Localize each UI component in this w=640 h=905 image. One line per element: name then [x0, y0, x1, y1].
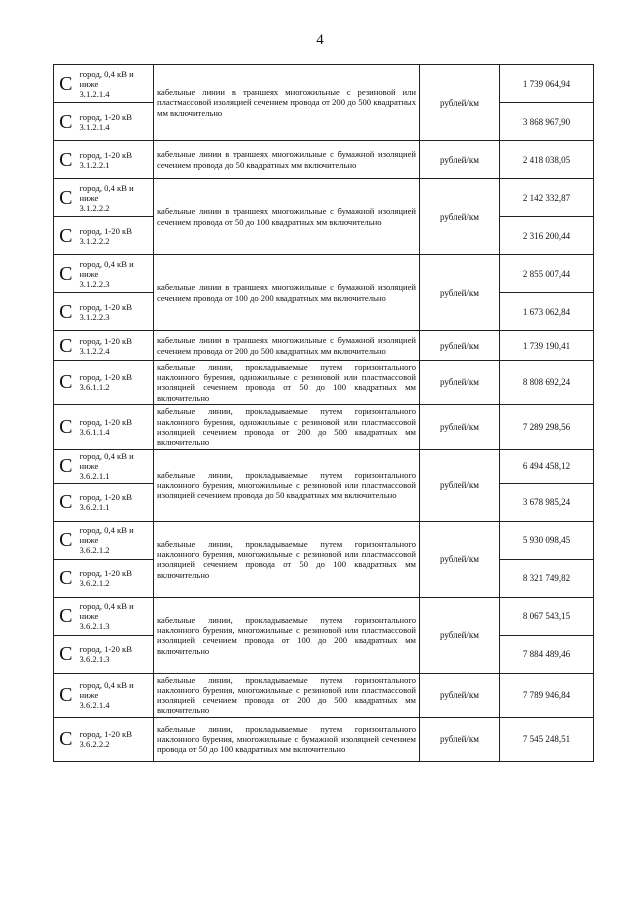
- code-line: 3.6.2.1.3: [79, 654, 110, 665]
- code-line: 3.1.2.2.3: [79, 311, 110, 322]
- table-row: [54, 449, 594, 483]
- code-line: ниже: [79, 78, 99, 89]
- row-unit: рублей/км: [420, 361, 500, 405]
- row-symbol: С: [54, 559, 78, 597]
- row-description: кабельные линии в траншеях многожильные с бумажной изоляцией сечением провода от 100 до 200 квадратных мм включительно: [154, 255, 420, 331]
- code-line: город, 1-20 кВ: [79, 111, 132, 122]
- row-symbol: С: [54, 673, 78, 717]
- row-symbol: С: [54, 635, 78, 673]
- row-unit: рублей/км: [420, 673, 500, 717]
- row-code: [78, 717, 154, 761]
- row-description: кабельные линии в траншеях многожильные с бумажной изоляцией сечением провода до 50 квадратных мм включительно: [154, 141, 420, 179]
- row-symbol: С: [54, 404, 78, 449]
- row-value: 2 142 332,87: [500, 179, 594, 217]
- code-line: 3.1.2.2.3: [79, 278, 110, 289]
- row-value: 1 739 190,41: [500, 331, 594, 361]
- code-line: город, 0,4 кВ и: [79, 258, 134, 269]
- code-line: 3.1.2.2.2: [79, 235, 110, 246]
- row-symbol: С: [54, 597, 78, 635]
- code-line: 3.6.2.1.1: [79, 502, 110, 513]
- row-unit: рублей/км: [420, 141, 500, 179]
- row-code: [78, 559, 154, 597]
- row-symbol: С: [54, 141, 78, 179]
- code-line: ниже: [79, 611, 99, 622]
- row-symbol: С: [54, 179, 78, 217]
- row-value: 7 545 248,51: [500, 717, 594, 761]
- row-unit: рублей/км: [420, 255, 500, 331]
- table-row: [54, 331, 594, 361]
- row-value: 2 316 200,44: [500, 217, 594, 255]
- row-symbol: С: [54, 65, 78, 103]
- row-value: 7 789 946,84: [500, 673, 594, 717]
- code-line: город, 1-20 кВ: [79, 568, 132, 579]
- code-line: город, 0,4 кВ и: [79, 680, 134, 691]
- row-code: [78, 217, 154, 255]
- code-line: город, 1-20 кВ: [79, 149, 132, 160]
- code-line: ниже: [79, 192, 99, 203]
- row-description: кабельные линии, прокладываемые путем горизонтального наклонного бурения, многожильные с бумажной изоляцией сечением провода от 50 до 100 квадратных мм включительно: [154, 717, 420, 761]
- table-row: [54, 597, 594, 635]
- row-code: [78, 65, 154, 103]
- row-value: 8 321 749,82: [500, 559, 594, 597]
- row-unit: рублей/км: [420, 65, 500, 141]
- row-code: [78, 141, 154, 179]
- row-description: кабельные линии, прокладываемые путем горизонтального наклонного бурения, многожильные с резиновой или пластмассовой изоляцией сечением провода от 50 до 100 квадратных мм включительно: [154, 521, 420, 597]
- table-row: [54, 141, 594, 179]
- code-line: 3.1.2.1.4: [79, 121, 110, 132]
- table-row: [54, 404, 594, 449]
- row-symbol: С: [54, 361, 78, 405]
- code-line: ниже: [79, 268, 99, 279]
- row-value: 2 855 007,44: [500, 255, 594, 293]
- code-line: город, 1-20 кВ: [79, 335, 132, 346]
- code-line: город, 0,4 кВ и: [79, 525, 134, 536]
- code-line: город, 1-20 кВ: [79, 729, 132, 740]
- row-description: кабельные линии в траншеях многожильные с бумажной изоляцией сечением провода от 50 до 100 квадратных мм включительно: [154, 179, 420, 255]
- code-line: 3.6.2.2.2: [79, 739, 110, 750]
- row-symbol: С: [54, 217, 78, 255]
- code-line: город, 0,4 кВ и: [79, 182, 134, 193]
- row-value: 7 884 489,46: [500, 635, 594, 673]
- row-unit: рублей/км: [420, 597, 500, 673]
- row-unit: рублей/км: [420, 179, 500, 255]
- row-code: [78, 179, 154, 217]
- code-line: город, 1-20 кВ: [79, 372, 132, 383]
- row-description: кабельные линии, прокладываемые путем горизонтального наклонного бурения, одножильные с резиновой или пластмассовой изоляцией сечением провода от 50 до 100 квадратных мм включительно: [154, 361, 420, 405]
- row-description: кабельные линии, прокладываемые путем горизонтального наклонного бурения, многожильные с резиновой или пластмассовой изоляцией сечением провода от 200 до 500 квадратных мм включительно: [154, 673, 420, 717]
- code-line: ниже: [79, 461, 99, 472]
- row-symbol: С: [54, 293, 78, 331]
- row-code: [78, 103, 154, 141]
- code-line: город, 1-20 кВ: [79, 416, 132, 427]
- row-code: [78, 361, 154, 405]
- code-line: ниже: [79, 690, 99, 701]
- row-description: кабельные линии, прокладываемые путем горизонтального наклонного бурения, многожильные с резиновой или пластмассовой изоляцией сечением провода до 50 квадратных мм включительно: [154, 449, 420, 521]
- row-value: 8 808 692,24: [500, 361, 594, 405]
- code-line: 3.6.2.1.2: [79, 578, 110, 589]
- code-line: город, 1-20 кВ: [79, 225, 132, 236]
- code-line: 3.1.2.2.2: [79, 202, 110, 213]
- row-value: 1 739 064,94: [500, 65, 594, 103]
- code-line: 3.1.2.2.1: [79, 159, 110, 170]
- row-unit: рублей/км: [420, 331, 500, 361]
- row-symbol: С: [54, 449, 78, 483]
- row-description: кабельные линии, прокладываемые путем горизонтального наклонного бурения, многожильные с резиновой или пластмассовой изоляцией сечением провода от 100 до 200 квадратных мм включительно: [154, 597, 420, 673]
- row-symbol: С: [54, 103, 78, 141]
- row-value: 3 868 967,90: [500, 103, 594, 141]
- table-row: [54, 255, 594, 293]
- row-code: [78, 255, 154, 293]
- code-line: город, 1-20 кВ: [79, 644, 132, 655]
- row-unit: рублей/км: [420, 449, 500, 521]
- row-value: 1 673 062,84: [500, 293, 594, 331]
- row-code: [78, 483, 154, 521]
- row-symbol: С: [54, 331, 78, 361]
- code-line: город, 1-20 кВ: [79, 301, 132, 312]
- row-unit: рублей/км: [420, 717, 500, 761]
- code-line: 3.1.2.1.4: [79, 88, 110, 99]
- row-code: [78, 404, 154, 449]
- row-code: [78, 331, 154, 361]
- row-value: 7 289 298,56: [500, 404, 594, 449]
- table-row: [54, 179, 594, 217]
- row-value: 8 067 543,15: [500, 597, 594, 635]
- code-line: 3.6.1.1.4: [79, 426, 110, 437]
- table-row: [54, 717, 594, 761]
- row-code: [78, 293, 154, 331]
- row-symbol: С: [54, 717, 78, 761]
- row-value: 5 930 098,45: [500, 521, 594, 559]
- row-value: 3 678 985,24: [500, 483, 594, 521]
- row-code: [78, 449, 154, 483]
- page-number: 4: [316, 32, 324, 48]
- code-line: 3.1.2.2.4: [79, 345, 110, 356]
- row-description: кабельные линии в траншеях многожильные с бумажной изоляцией сечением провода от 200 до 500 квадратных мм включительно: [154, 331, 420, 361]
- code-line: 3.6.2.1.3: [79, 621, 110, 632]
- table-row: [54, 673, 594, 717]
- code-line: город, 1-20 кВ: [79, 492, 132, 503]
- code-line: 3.6.1.1.2: [79, 382, 110, 393]
- row-code: [78, 635, 154, 673]
- row-description: кабельные линии в траншеях многожильные с резиновой или пластмассовой изоляцией сечением провода от 200 до 500 квадратных мм включительно: [154, 65, 420, 141]
- code-line: город, 0,4 кВ и: [79, 68, 134, 79]
- table-row: [54, 65, 594, 103]
- row-unit: рублей/км: [420, 404, 500, 449]
- code-line: 3.6.2.1.1: [79, 471, 110, 482]
- table-row: [54, 521, 594, 559]
- row-code: [78, 521, 154, 559]
- rates-table-body: [54, 65, 594, 762]
- row-value: 6 494 458,12: [500, 449, 594, 483]
- code-line: город, 0,4 кВ и: [79, 601, 134, 612]
- rates-table: [53, 64, 594, 762]
- row-unit: рублей/км: [420, 521, 500, 597]
- row-code: [78, 597, 154, 635]
- row-description: кабельные линии, прокладываемые путем горизонтального наклонного бурения, одножильные с резиновой или пластмассовой изоляцией сечением провода от 200 до 500 квадратных мм включительно: [154, 404, 420, 449]
- code-line: 3.6.2.1.2: [79, 545, 110, 556]
- row-symbol: С: [54, 255, 78, 293]
- code-line: ниже: [79, 535, 99, 546]
- row-symbol: С: [54, 483, 78, 521]
- row-code: [78, 673, 154, 717]
- code-line: 3.6.2.1.4: [79, 700, 110, 711]
- row-symbol: С: [54, 521, 78, 559]
- code-line: город, 0,4 кВ и: [79, 451, 134, 462]
- table-row: [54, 361, 594, 405]
- row-value: 2 418 038,05: [500, 141, 594, 179]
